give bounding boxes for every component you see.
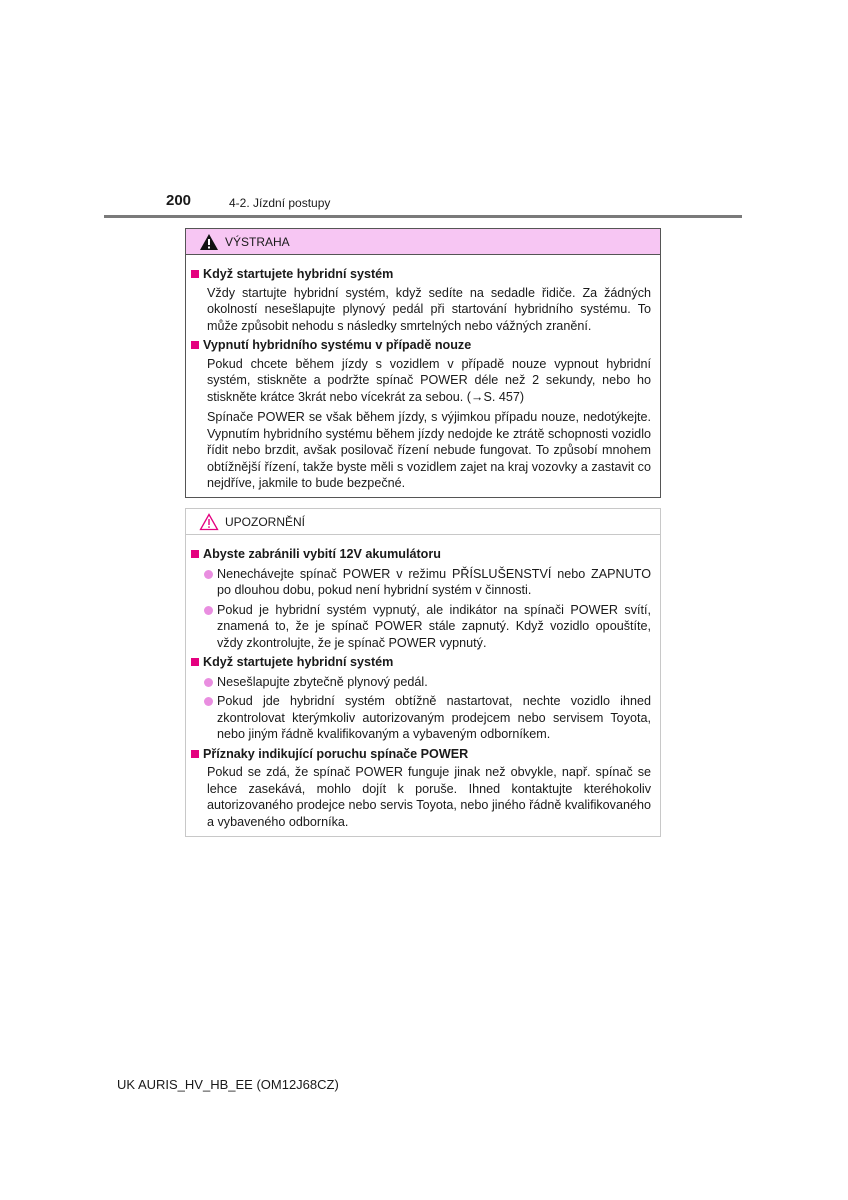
square-bullet-icon — [191, 341, 199, 349]
square-bullet-icon — [191, 750, 199, 758]
list-item-text: Pokud je hybridní systém vypnutý, ale indikátor na spínači POWER svítí, znamená to, že je spínač POWER stále zapnutý. Když vozidlo opouštíte, vždy zkontrolujte, že je spínač POWER vypnutý. — [217, 602, 651, 650]
page-number: 200 — [166, 192, 192, 209]
warning-section-title — [190, 337, 651, 354]
caution-section — [190, 546, 651, 651]
caution-title: UPOZORNĚNÍ — [225, 514, 306, 529]
warning-header — [186, 229, 660, 255]
caution-section — [190, 746, 651, 831]
list-item-text: Nenechávejte spínač POWER v režimu PŘÍSLUŠENSTVÍ nebo ZAPNUTO po dlouhou dobu, pokud není hybridní systém v činnosti. — [217, 566, 651, 597]
warning-section-title — [190, 266, 651, 283]
square-bullet-icon — [191, 550, 199, 558]
warning-paragraph: Vždy startujte hybridní systém, když sedíte na sedadle řidiče. Za žádných okolností nesešlapujte plynový pedál při startování hybridního systému. To může způsobit nehodu s následky smrtelných nebo vážných zranění. — [207, 285, 651, 333]
list-item — [204, 693, 651, 743]
caution-section-title-text: Abyste zabránili vybití 12V akumulátoru — [203, 547, 441, 561]
list-item-text: Nesešlapujte zbytečně plynový pedál. — [217, 674, 428, 689]
round-bullet-icon — [204, 678, 213, 687]
warning-paragraph: Pokud chcete během jízdy s vozidlem v případě nouze vypnout hybridní systém, stiskněte a podržte spínač POWER déle než 2 sekundy, nebo ho stiskněte krátce 3krát nebo vícekrát za sebou. (→S. 457) — [207, 356, 651, 404]
caution-header — [186, 509, 660, 535]
round-bullet-icon — [204, 570, 213, 579]
round-bullet-icon — [204, 606, 213, 615]
section-title: 4-2. Jízdní postupy — [229, 196, 331, 210]
caution-section-title-text: Když startujete hybridní systém — [203, 655, 394, 669]
warning-box — [185, 228, 661, 498]
footer-model-code: UK AURIS_HV_HB_EE (OM12J68CZ) — [117, 1077, 339, 1092]
list-item — [204, 602, 651, 652]
warning-paragraph: Spínače POWER se však během jízdy, s výjimkou případu nouze, nedotýkejte. Vypnutím hybridního systému během jízdy nedojde ke ztrátě schopnosti vozidlo řídit nebo brzdit, avšak posilovač řízení nebude fungovat. To způsobí mnohem obtížnější řízení, takže byste měli s vozidlem zajet na kraj vozovky a zastavit co nejdříve, jakmile to bude bezpečné. — [207, 410, 651, 490]
list-item — [204, 566, 651, 599]
warning-triangle-icon — [199, 233, 219, 251]
warning-body — [186, 255, 660, 492]
caution-section-title-text: Příznaky indikující poruchu spínače POWER — [203, 746, 469, 761]
caution-body — [186, 535, 660, 830]
round-bullet-icon — [204, 697, 213, 706]
warning-section-title-text: Vypnutí hybridního systému v případě nouze — [203, 338, 472, 352]
warning-section-title-text: Když startujete hybridní systém — [203, 267, 394, 281]
header-rule — [104, 215, 742, 218]
caution-paragraph: Pokud se zdá, že spínač POWER funguje jinak než obvykle, např. spínač se lehce zasekává, mohlo dojít k poruše. Ihned kontaktujte kteréhokoliv autorizovaného prodejce nebo servis Toyota, nebo jiného řádně kvalifikovaného a vybaveného odborníka. — [207, 765, 651, 829]
list-item — [204, 674, 651, 691]
caution-triangle-icon — [199, 513, 219, 531]
square-bullet-icon — [191, 658, 199, 666]
warning-section — [190, 337, 651, 492]
caution-section-title — [190, 746, 651, 763]
caution-section — [190, 654, 651, 743]
caution-section-title — [190, 654, 651, 671]
warning-section — [190, 266, 651, 334]
caution-section-title — [190, 546, 651, 563]
caution-box — [185, 508, 661, 837]
warning-title: VÝSTRAHA — [225, 234, 290, 249]
list-item-text: Pokud jde hybridní systém obtížně nastartovat, nechte vozidlo ihned zkontrolovat kterýmkoliv autorizovaným prodejcem nebo servisem Toyota, nebo jiným řádně kvalifikovaným a vybaveným odborníkem. — [217, 694, 651, 741]
square-bullet-icon — [191, 270, 199, 278]
